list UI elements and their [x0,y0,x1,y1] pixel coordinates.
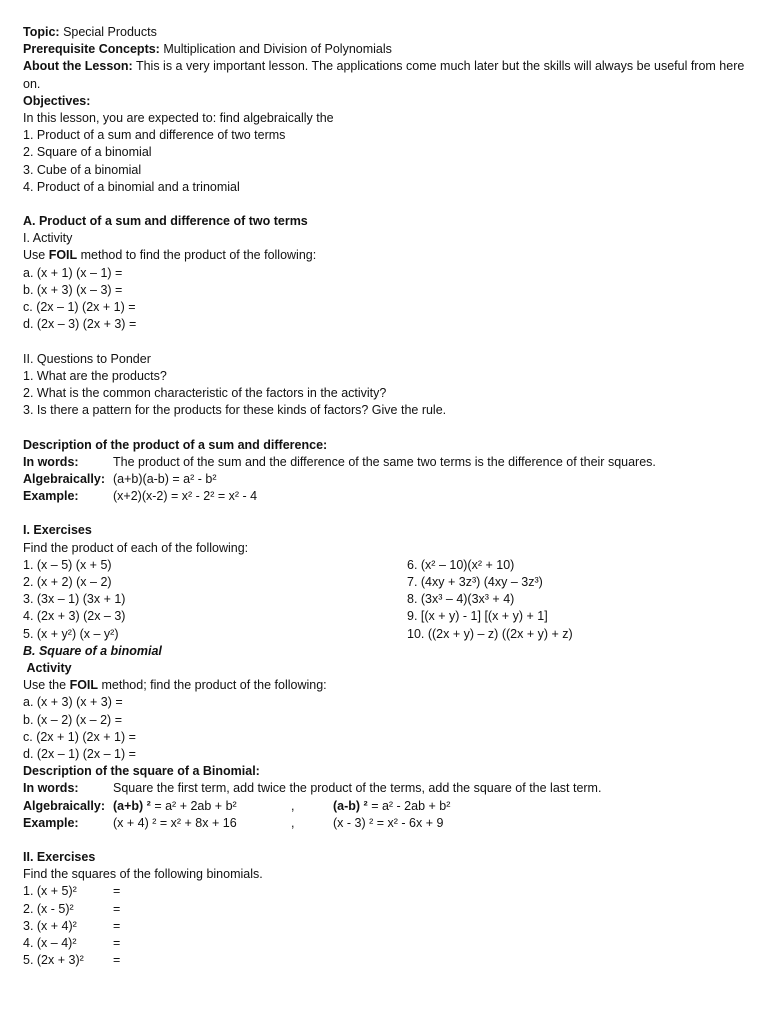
exercise-item: 10. ((2x + y) – z) ((2x + y) + z) [407,626,573,641]
formula-sum-square: (a+b) ² = a² + 2ab + b² [113,798,237,813]
exercises-a-label: I. Exercises [23,523,92,538]
objective-item: 3. Cube of a binomial [23,162,142,177]
about-line [23,58,748,75]
about-value: This is a very important lesson. The applications come much later but the skills will always be useful from here [135,59,745,74]
exercises-a-intro: Find the product of each of the following: [23,540,249,555]
about-line-2: on. [23,76,41,91]
activity-item: a. (x + 1) (x – 1) = [23,265,123,280]
description-b-title: Description of the square of a Binomial: [23,764,260,779]
section-b-instruction: Use the FOIL method; find the product of the following: [23,678,327,693]
topic-line [23,24,748,41]
algebraically-a: Algebraically: (a+b)(a-b) = a² - b² [23,471,217,486]
square-item: 4. (x – 4)² = [23,936,121,950]
prereq-label: Prerequisite Concepts: [23,42,160,57]
objective-item: 2. Square of a binomial [23,145,152,160]
activity-item: d. (2x – 3) (2x + 3) = [23,317,137,332]
exercise-item: 1. (x – 5) (x + 5) [23,557,112,572]
activity-item: c. (2x – 1) (2x + 1) = [23,300,136,314]
objective-item: 1. Product of a sum and difference of two terms [23,128,286,143]
question-item: 1. What are the products? [23,368,167,383]
example-difference-square: (x - 3) ² = x² - 6x + 9 [333,815,444,830]
description-a-title: Description of the product of a sum and difference: [23,437,328,452]
square-item: 5. (2x + 3)² = [23,953,121,968]
exercise-item: 9. [(x + y) - 1] [(x + y) + 1] [407,609,548,624]
example-sum-square: (x + 4) ² = x² + 8x + 16 [113,815,237,830]
activity-item: b. (x + 3) (x – 3) = [23,282,123,297]
square-item: 2. (x - 5)² = [23,901,121,916]
exercises-b-intro: Find the squares of the following binomials. [23,867,263,882]
formula-difference-square: (a-b) ² = a² - 2ab + b² [333,798,451,813]
objectives-intro: In this lesson, you are expected to: find algebraically the [23,110,334,125]
exercise-item: 7. (4xy + 3z³) (4xy – 3z³) [407,575,543,589]
example-a: Example: (x+2)(x-2) = x² - 2² = x² - 4 [23,489,258,504]
exercises-b-label: II. Exercises [23,850,96,865]
foil-term: FOIL [69,678,99,693]
exercises-left-column [23,557,125,643]
activity-item: d. (2x – 1) (2x – 1) = [23,746,136,761]
question-item: 2. What is the common characteristic of the factors in the activity? [23,385,387,400]
objectives-heading: Objectives: [23,93,91,108]
activity-item: c. (2x + 1) (2x + 1) = [23,729,136,744]
section-a-title [23,213,748,230]
in-words-b: In words: Square the first term, add twice the product of the terms, add the square of the last term. [23,781,602,796]
document-page [23,24,748,969]
algebraically-b: Algebraically: (a+b) ² = a² + 2ab + b² , (a-b) ² = a² - 2ab + b² [23,798,748,815]
section-b-heading: B. Square of a binomial [23,643,162,658]
in-words-a: In words: The product of the sum and the difference of the same two terms is the difference of their squares. [23,454,656,469]
square-item: 3. (x + 4)² = [23,918,121,933]
prereq-value: Multiplication and Division of Polynomials [163,42,392,57]
section-b-title [23,643,748,660]
activity-item: b. (x – 2) (x – 2) = [23,712,122,727]
square-item: 1. (x + 5)² = [23,884,121,899]
exercise-item: 5. (x + y²) (x – y²) [23,626,119,641]
questions-label: II. Questions to Ponder [23,351,151,366]
section-a-activity: I. Activity [23,231,73,246]
exercise-item: 3. (3x – 1) (3x + 1) [23,592,126,607]
exercise-item: 8. (3x³ – 4)(3x³ + 4) [407,592,515,607]
topic-label: Topic: [23,25,60,39]
section-a-heading: A. Product of a sum and difference of two terms [23,214,308,229]
section-b-activity: Activity [26,661,72,675]
exercise-item: 6. (x² – 10)(x² + 10) [407,557,515,572]
about-label: About the Lesson: [23,59,133,74]
foil-term: FOIL [48,248,78,263]
activity-item: a. (x + 3) (x + 3) = [23,695,123,710]
objectives-label [23,93,748,110]
example-b: Example: (x + 4) ² = x² + 8x + 16 , (x - 3) ² = x² - 6x + 9 [23,815,748,832]
objective-item: 4. Product of a binomial and a trinomial [23,179,240,194]
section-a-instruction: Use FOIL method to find the product of the following: [23,248,317,263]
exercise-item: 4. (2x + 3) (2x – 3) [23,609,126,624]
prereq-line [23,41,748,58]
topic-value: Special Products [63,25,157,39]
exercises-a-list [23,557,748,643]
exercise-item: 2. (x + 2) (x – 2) [23,575,112,589]
question-item: 3. Is there a pattern for the products for these kinds of factors? Give the rule. [23,403,447,418]
exercises-right-column [407,557,573,643]
